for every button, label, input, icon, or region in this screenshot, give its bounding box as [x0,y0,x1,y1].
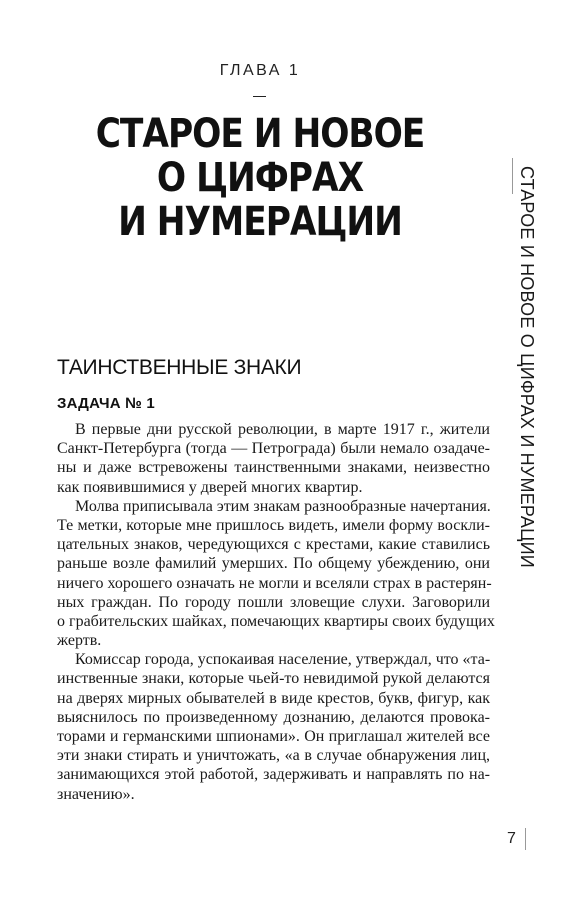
text-line: Те метки, которые мне пришлось видеть, имели форму воскли- [57,516,490,534]
text-line: инственные знаки, которые чьей-то невидимой рукой делаются [57,670,490,688]
running-head: СТАРОЕ И НОВОЕ О ЦИФРАХ И НУМЕРАЦИИ [517,166,537,568]
body-text [57,420,495,804]
paragraph [57,420,490,497]
paragraph [57,650,490,804]
page-number-rule [525,828,526,850]
section-heading: ТАИНСТВЕННЫЕ ЗНАКИ [57,356,302,379]
task-heading: ЗАДАЧА № 1 [57,395,155,412]
chapter-title-line: О ЦИФРАХ [156,155,364,201]
chapter-title-line: СТАРОЕ И НОВОЕ [95,111,425,157]
paragraph [57,497,495,651]
text-line: торами и германскими шпионами». Он приглашал жителей все [57,728,490,745]
text-line: на дверях мирных обывателей в виде крестов, букв, фигур, как [57,689,490,707]
text-line: занимающихся этой работой, задерживать и направлять по на- [57,766,490,784]
running-head-rule [512,158,513,194]
text-line: Молва приписывала этим знакам разнообразные начертания. [75,497,491,515]
text-line: о грабительских шайках, помечающих квартиры своих будущих [57,612,495,630]
text-line: ны и даже встревожены таинственными знаками, неизвестно [57,459,490,477]
text-line: Комиссар города, успокаивая население, утверждал, что «та- [75,651,491,669]
chapter-divider [253,96,266,97]
text-line: значению». [57,785,135,803]
text-line: цательных знаков, чередующихся с крестами, какие ставились [57,536,490,554]
chapter-title [36,112,483,244]
text-line: раньше возле фамилий умерших. По общему убеждению, они [57,555,490,573]
text-line: Санкт-Петербурга (тогда — Петрограда) были немало озадаче- [57,440,490,458]
page-number: 7 [507,830,516,847]
text-line: эти знаки стирать и уничтожать, «а в случае обнаружения лиц, [57,747,490,765]
text-line: В первые дни русской революции, в марте 1917 г., жители [75,421,490,438]
text-line: как появившимися у дверей многих квартир. [57,478,363,496]
chapter-title-line: И НУМЕРАЦИИ [118,199,402,245]
text-line: выяснилось по произведенному дознанию, делаются провока- [57,708,490,726]
text-line: ных граждан. По городу пошли зловещие слухи. Заговорили [57,593,490,611]
text-line: жертв. [57,632,102,650]
text-line: ничего хорошего означать не могли и вселяли страх в растерян- [57,574,492,592]
chapter-label: ГЛАВА 1 [219,62,301,79]
